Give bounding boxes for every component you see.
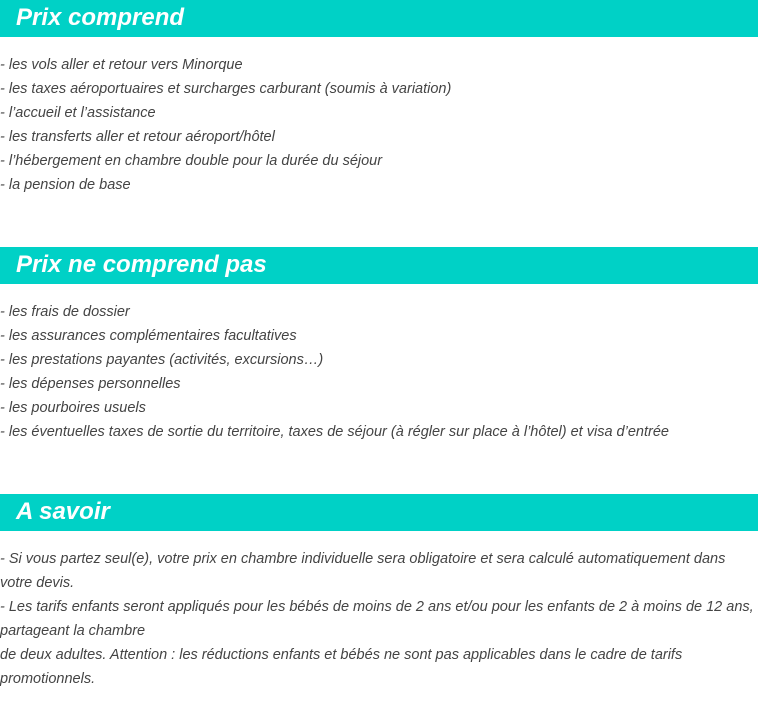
section-title-prix-comprend: Prix comprend (16, 4, 185, 31)
header-prix-ne-comprend-pas (0, 247, 758, 284)
info-a-savoir (0, 547, 756, 691)
info-paragraph: - Les tarifs enfants seront appliqués pour les bébés de moins de 2 ans et/ou pour les enfants de 2 à moins de 12 ans, partageant la chambre (0, 599, 754, 639)
section-title-a-savoir: A savoir (16, 498, 110, 525)
list-item: - la pension de base (0, 177, 131, 193)
list-item: - l’hébergement en chambre double pour la durée du séjour (0, 153, 383, 169)
list-item: - les éventuelles taxes de sortie du territoire, taxes de séjour (à régler sur place à l’hôtel) et visa d’entrée (0, 424, 669, 440)
list-item: - les dépenses personnelles (0, 376, 181, 392)
list-item: - les assurances complémentaires facultatives (0, 328, 297, 344)
list-item: - les pourboires usuels (0, 400, 146, 416)
header-a-savoir (0, 494, 758, 531)
info-paragraph: de deux adultes. Attention : les réductions enfants et bébés ne sont pas applicables dans le cadre de tarifs promotionnels. (0, 647, 683, 687)
info-paragraph: - Si vous partez seul(e), votre prix en chambre individuelle sera obligatoire et sera calculé automatiquement dans votre devis. (0, 551, 726, 591)
list-prix-comprend (0, 53, 756, 197)
list-item: - les vols aller et retour vers Minorque (0, 57, 243, 73)
header-prix-comprend (0, 0, 758, 37)
list-item: - les taxes aéroportuaires et surcharges carburant (soumis à variation) (0, 81, 452, 97)
list-item: - les prestations payantes (activités, excursions…) (0, 352, 324, 368)
section-title-prix-ne-comprend-pas: Prix ne comprend pas (16, 251, 267, 278)
list-prix-ne-comprend-pas (0, 300, 756, 444)
list-item: - l’accueil et l’assistance (0, 105, 156, 121)
list-item: - les transferts aller et retour aéroport/hôtel (0, 129, 275, 145)
list-item: - les frais de dossier (0, 304, 130, 320)
